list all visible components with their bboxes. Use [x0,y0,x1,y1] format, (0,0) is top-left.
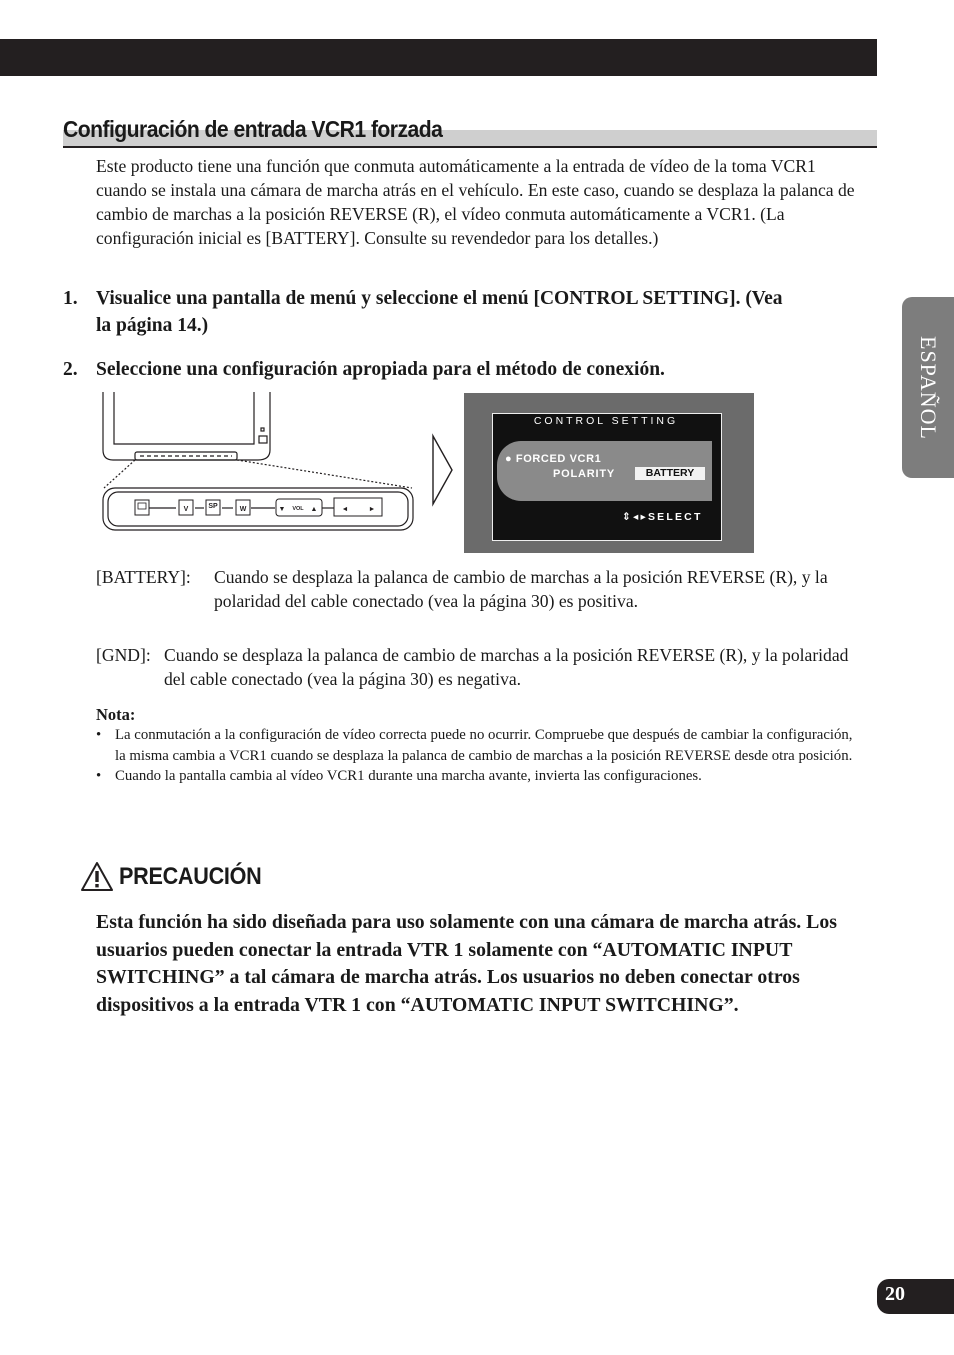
control-setting-screen [464,393,754,553]
polarity-value: BATTERY [635,467,705,480]
select-hint [622,511,703,523]
select-label: SELECT [647,511,703,523]
step-number: 1. [63,288,78,309]
intro-paragraph: Este producto tiene una función que conmuta automáticamente a la entrada de vídeo de la toma VCR1 cuando se instala una cámara de marcha atrás en el vehículo. En este caso, cuando se desplaza la palanca de cambio de marchas a la posición REVERSE (R), el vídeo conmuta automáticamente a VCR1. (La configuración inicial es [BATTERY]. Consulte su revendedor para los detalles.) [96,156,855,248]
monitor-illustration [100,392,460,554]
caution-title: PRECAUCIÓN [119,863,262,890]
step-2 [63,356,863,383]
step-text: Visualice una pantalla de menú y seleccione el menú [CONTROL SETTING]. (Vea la página 14.) [96,288,783,336]
header-bar [0,39,877,76]
caution-text: Esta función ha sido diseñada para uso solamente con una cámara de marcha atrás. Los usuarios pueden conectar la entrada VTR 1 solamente con “AUTOMATIC INPUT SWITCHING” a tal cámara de marcha atrás. Los usuarios no deben conectar otros dispositivos a la entrada VTR 1 con “AUTOMATIC INPUT SWITCHING”. [96,911,837,1016]
svg-text:◄: ◄ [341,506,349,513]
step-1 [63,285,783,339]
nota-item: • La conmutación a la configuración de vídeo correcta puede no ocurrir. Compruebe que después de cambiar la configuración, la misma cambia a VCR1 cuando se desplaza la palanca de cambio de marchas a la posición REVERSE desde otra posición. [96,725,856,766]
language-tab [902,297,954,478]
svg-text:►: ► [368,506,376,513]
svg-text:▲: ▲ [310,506,318,513]
option-gnd [96,643,856,691]
option-label: [BATTERY]: [96,567,191,587]
caution-heading [80,857,380,897]
page-number: 20 [885,1283,905,1305]
select-arrows-icon: ⇕◂▸ [622,511,648,523]
forced-vcr1-label: FORCED VCR1 [515,453,602,465]
btn-w-label: W [239,506,247,513]
step-text: Seleccione una configuración apropiada para el método de conexión. [96,359,665,380]
option-text: Cuando se desplaza la palanca de cambio de marchas a la posición REVERSE (R), y la polaridad del cable conectado (vea la página 30) es negativa. [164,645,849,689]
nota-item: • Cuando la pantalla cambia al vídeo VCR1 durante una marcha avante, invierta las configuraciones. [96,766,856,787]
section-title: Configuración de entrada VCR1 forzada [63,116,443,142]
option-label: [GND]: [96,645,151,665]
figure [100,392,760,554]
warning-icon [80,861,114,893]
btn-v-label: V [183,506,189,513]
section-heading [63,112,877,148]
setting-panel [497,441,712,501]
option-text: Cuando se desplaza la palanca de cambio de marchas a la posición REVERSE (R), y la polaridad del cable conectado (vea la página 30) es positiva. [214,567,828,611]
polarity-label: POLARITY [553,468,616,480]
arrow-icon [433,436,452,504]
page-number-badge [877,1279,954,1314]
btn-vol-label: VOL [292,506,304,512]
step-number: 2. [63,359,78,380]
svg-text:▼: ▼ [278,506,286,513]
nota-title: Nota: [96,705,136,724]
screen-header: CONTROL SETTING [493,415,719,428]
nota-list [96,725,856,787]
btn-sp-label: SP [208,503,218,510]
setting-line: ● FORCED VCR1 [505,453,602,465]
language-label: ESPAÑOL [916,335,941,440]
option-battery [96,565,836,613]
